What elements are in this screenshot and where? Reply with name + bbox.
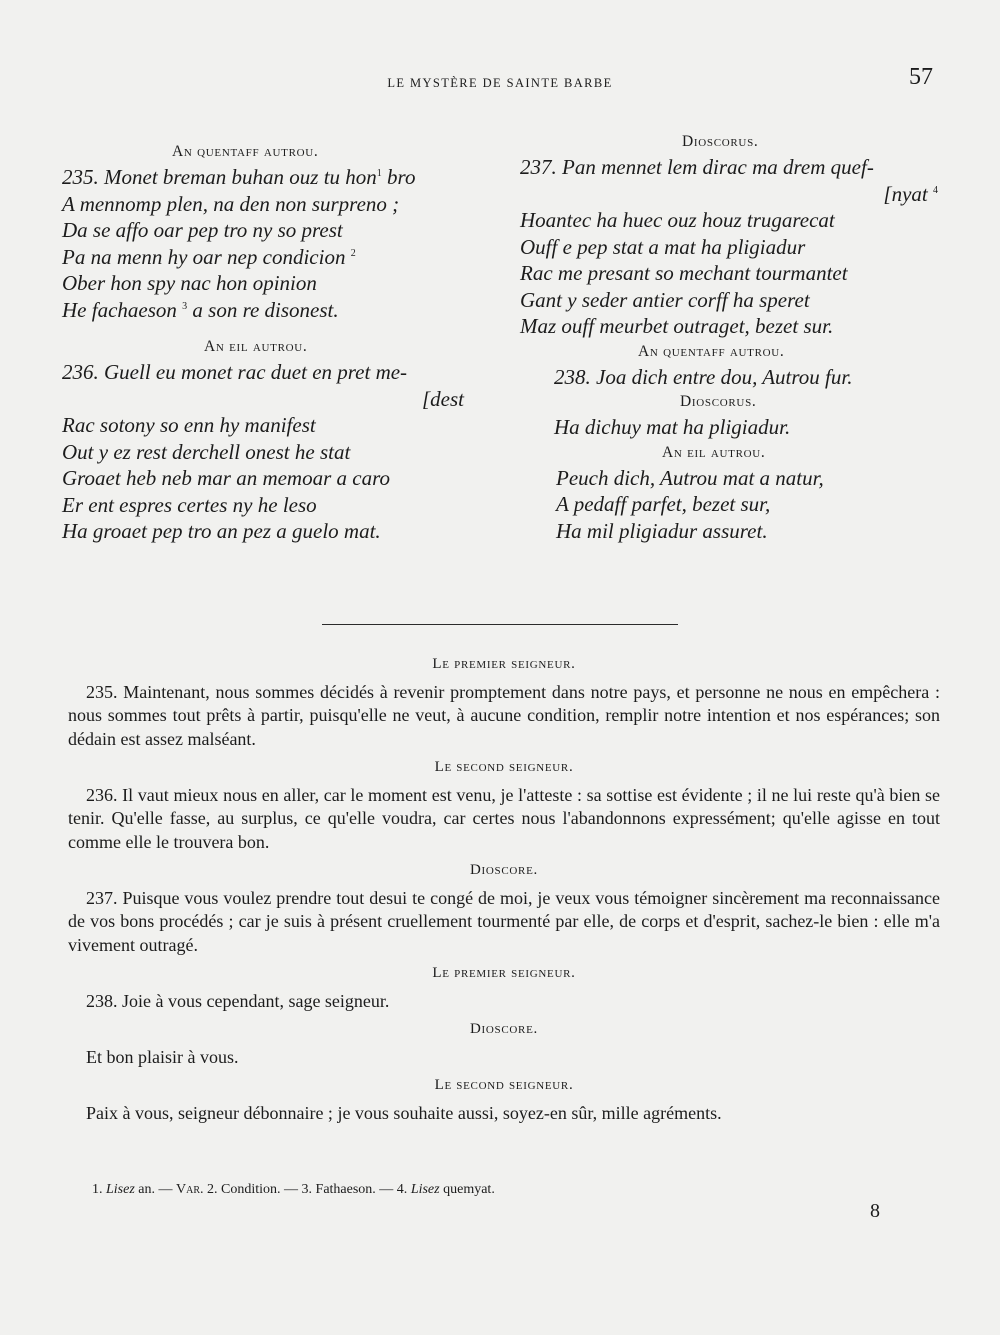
- breton-text-left-column: [62, 140, 482, 545]
- footnotes: 1. Lisez an. — Var. 2. Condition. — 3. Fathaeson. — 4. Lisez quemyat.: [92, 1182, 495, 1197]
- footnote-ref: 4: [933, 184, 938, 196]
- verse-line: Gant y seder antier corff ha speret: [520, 287, 810, 312]
- speaker-label: An quentaff autrou.: [172, 143, 319, 160]
- verse-line: Out y ez rest derchell onest he stat: [62, 439, 351, 464]
- verse-line: Er ent espres certes ny he leso: [62, 492, 317, 517]
- verse-line: 237. Pan mennet lem dirac ma drem quef-: [520, 155, 874, 179]
- footnote-ref: 1: [376, 168, 382, 179]
- translation-paragraph: Et bon plaisir à vous.: [86, 1046, 239, 1067]
- speaker-label: An eil autrou.: [662, 443, 766, 461]
- signature-mark: 8: [870, 1200, 880, 1222]
- footnote-ref: 3: [182, 300, 188, 312]
- verse-number: 237.: [520, 155, 557, 179]
- verse-line: A mennomp plen, na den non surpreno ;: [62, 191, 400, 216]
- speaker-heading: Le premier seigneur.: [432, 656, 576, 672]
- translation-paragraph: 236. Il vaut mieux nous en aller, car le moment est venu, je l'atteste : sa sottise est évidente ; il ne lui reste qu'à bien se tenir. Qu'elle fasse, au surplus, ce qu'elle voudra, car certes nous l'abandonnons expressément; qu'elle agisse en tout comme elle le trouvera bon.: [68, 784, 940, 852]
- speaker-label: Dioscorus.: [682, 133, 759, 150]
- verse-line: 236. Guell eu monet rac duet en pret me-: [62, 360, 408, 384]
- translation-paragraph: Paix à vous, seigneur débonnaire ; je vous souhaite aussi, soyez-en sûr, mille agréments.: [86, 1102, 722, 1123]
- verse-line: Da se affo oar pep tro ny so prest: [62, 218, 343, 242]
- translation-paragraph: 237. Puisque vous voulez prendre tout desui te congé de moi, je veux vous témoigner sincèrement ma reconnaissance de vos bons procédés ; car je suis à présent cruellement tourmenté par elle, de corps et d'esprit, sachez-le bien : elle m'a vivement outragé.: [68, 887, 940, 955]
- verse-line: Ouff e pep stat a mat ha pligiadur: [520, 234, 806, 259]
- verse-line: A pedaff parfet, bezet sur,: [556, 492, 771, 516]
- verse-line: 235. Monet breman buhan ouz tu hon$^1$ bro: [62, 165, 416, 189]
- speaker-label: Dioscorus.: [680, 393, 757, 410]
- speaker-heading: Le second seigneur.: [434, 759, 574, 775]
- verse-line: Peuch dich, Autrou mat a natur,: [556, 465, 824, 490]
- verse-continuation: [dest: [422, 386, 464, 411]
- verse-line: Pa na menn hy oar nep condicion $^2$: [62, 244, 356, 269]
- french-translation: [68, 648, 940, 1125]
- verse-number: 235.: [62, 165, 99, 189]
- page-number: 57: [909, 64, 933, 90]
- speaker-label: An quentaff autrou.: [638, 342, 785, 360]
- verse-line: Hoantec ha huec ouz houz trugarecat: [520, 208, 835, 232]
- verse-line: Ha groaet pep tro an pez a guelo mat.: [62, 519, 381, 543]
- verse-line: Ha mil pligiadur assuret.: [556, 518, 768, 543]
- verse-continuation: [nyat $^4$: [883, 181, 938, 206]
- section-divider: [322, 624, 678, 625]
- verse-line: Ober hon spy nac hon opinion: [62, 271, 317, 295]
- breton-text-right-column: [520, 130, 940, 544]
- show-through-text: [700, 104, 704, 124]
- verse-line: Ha dichuy mat ha pligiadur.: [554, 415, 791, 439]
- speaker-heading: Le second seigneur.: [434, 1077, 574, 1093]
- translation-paragraph: 238. Joie à vous cependant, sage seigneur.: [86, 990, 390, 1011]
- translation-paragraph: 235. Maintenant, nous sommes décidés à revenir promptement dans notre pays, et personne ne nous en empêchera : nous sommes tout prêts à partir, puisqu'elle ne veut, à aucune condition, remplir notre intention et nos espérances; son dédain est assez malséant.: [68, 681, 940, 749]
- speaker-heading: Le premier seigneur.: [432, 965, 576, 981]
- running-head: LE MYSTÈRE DE SAINTE BARBE: [387, 76, 613, 90]
- verse-number: 238.: [554, 364, 591, 389]
- speaker-heading: Dioscore.: [470, 862, 538, 878]
- verse-line: Maz ouff meurbet outraget, bezet sur.: [520, 314, 834, 338]
- verse-line: Groaet heb neb mar an memoar a caro: [62, 466, 390, 490]
- verse-line: Rac me presant so mechant tourmantet: [520, 261, 848, 285]
- verse-line: 238. Joa dich entre dou, Autrou fur.: [554, 364, 853, 389]
- verse-line: Rac sotony so enn hy manifest: [62, 413, 316, 437]
- verse-line: He fachaeson $^3$ a son re disonest.: [62, 297, 339, 322]
- verse-number: 236.: [62, 360, 99, 384]
- speaker-heading: Dioscore.: [470, 1021, 538, 1037]
- footnote-ref: 2: [350, 247, 356, 259]
- speaker-label: An eil autrou.: [204, 338, 308, 355]
